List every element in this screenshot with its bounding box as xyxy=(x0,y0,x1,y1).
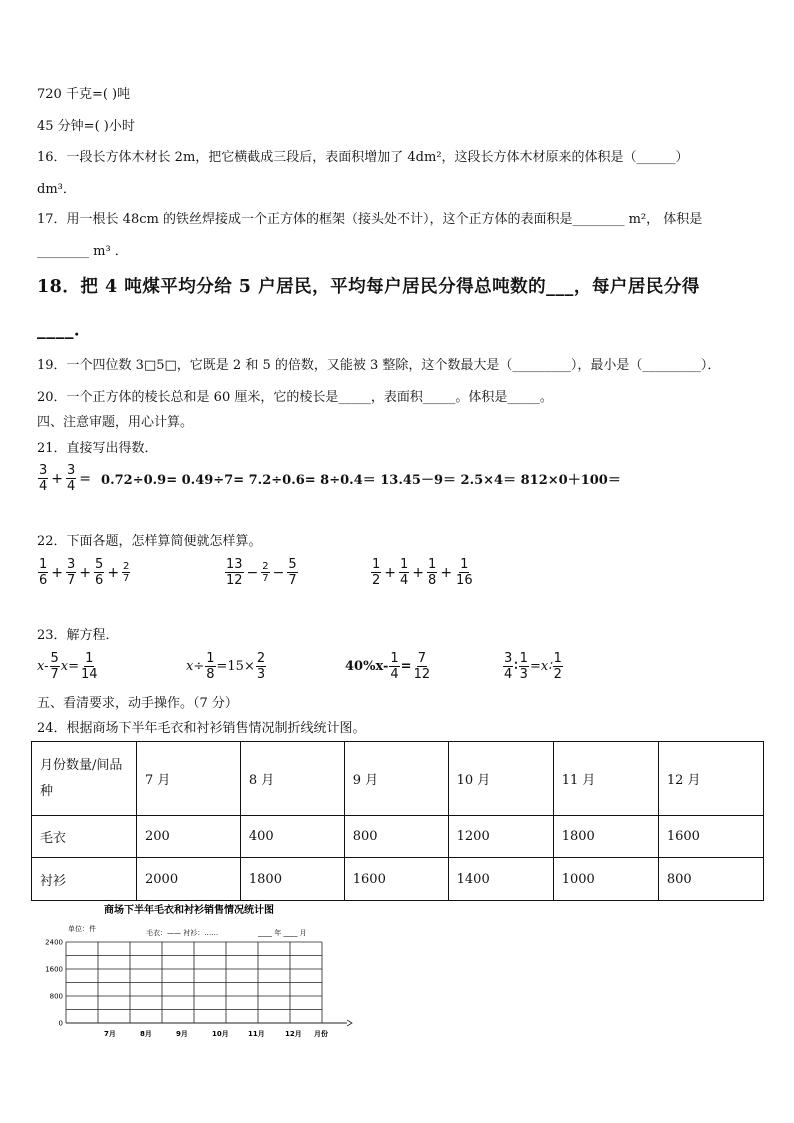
x-tick-label: 10月 xyxy=(212,1030,229,1038)
fraction: $\frac{3}{4}$ xyxy=(39,463,48,494)
q21-expressions xyxy=(37,463,621,494)
table-cell: 1200 xyxy=(448,816,553,858)
q23-eq-2: x÷ $\frac{1}{8}$ =15× $\frac{2}{3}$ xyxy=(186,651,266,682)
table-cell: 1600 xyxy=(658,816,763,858)
y-tick-label: 800 xyxy=(49,992,63,1001)
section-5-title: 五、看清要求，动手操作。（7 分） xyxy=(37,696,238,711)
table-header-corner: 月份数量/间品 种 xyxy=(32,742,137,816)
q16-line1: 16．一段长方体木材长 2m，把它横截成三段后，表面积增加了 4dm²，这段长方体木材原来的体积是（______） xyxy=(37,150,689,165)
q22: 22．下面各题，怎样算简便就怎样算。 xyxy=(37,534,262,549)
table-cell: 1800 xyxy=(240,858,344,901)
x-axis-unit: 月份 xyxy=(314,1030,328,1038)
table-header-cell: 7 月 xyxy=(137,742,241,816)
x-tick-label: 9月 xyxy=(176,1030,188,1038)
q21: 21．直接写出得数． xyxy=(37,441,158,456)
q17-line2: ________ m³ ． xyxy=(37,244,128,259)
table-row xyxy=(32,858,764,901)
table-header-cell: 10 月 xyxy=(448,742,553,816)
y-tick-label: 0 xyxy=(58,1019,63,1028)
line-720kg: 720 千克=( )吨 xyxy=(37,87,131,102)
x-tick-label: 8月 xyxy=(140,1030,152,1038)
sales-table xyxy=(31,741,764,901)
q22-expr-2: $\frac{13}{12}$ − $\frac{2}{7}$ − $\frac{5}{7}$ xyxy=(226,557,297,588)
q23-eq-4: $\frac{3}{4}$ ∶ $\frac{1}{3}$ =x∶ $\frac{1}{2}$ xyxy=(504,651,562,682)
line-45min: 45 分钟=( )小时 xyxy=(37,119,135,134)
q20: 20．一个正方体的棱长总和是 60 厘米，它的棱长是_____，表面积_____。体积是_____。 xyxy=(37,390,553,405)
table-cell: 400 xyxy=(240,816,344,858)
table-header-row xyxy=(32,742,764,816)
table-cell: 200 xyxy=(137,816,241,858)
y-tick-label: 1600 xyxy=(45,965,63,974)
q21-rest: 0.72÷0.9= 0.49÷7= 7.2÷0.6= 8÷0.4＝ 13.45－9＝ 2.5×4＝ 812×0＋100＝ xyxy=(101,473,621,488)
table-cell: 2000 xyxy=(137,858,241,901)
y-tick-labels xyxy=(45,939,63,1028)
table-cell: 衬衫 xyxy=(32,858,137,901)
equals-sign: = xyxy=(79,470,92,487)
table-cell: 1000 xyxy=(553,858,658,901)
chart-title: 商场下半年毛衣和衬衫销售情况统计图 xyxy=(104,905,274,916)
table-cell: 800 xyxy=(344,816,448,858)
table-cell: 800 xyxy=(658,858,763,901)
table-row xyxy=(32,816,764,858)
chart-grid xyxy=(66,942,352,1026)
q23-eq-3: 40%x- $\frac{1}{4}$ = $\frac{7}{12}$ xyxy=(345,651,431,682)
chart-legend: 毛衣：—— 衬衫：…… xyxy=(146,929,219,937)
x-tick-labels xyxy=(104,1030,302,1038)
chart-svg xyxy=(34,900,354,1042)
q23-eq-1: x- $\frac{5}{7}$ x= $\frac{1}{14}$ xyxy=(37,651,98,682)
x-axis-arrow xyxy=(347,1020,352,1026)
x-tick-label: 12月 xyxy=(285,1030,302,1038)
table-header-cell: 9 月 xyxy=(344,742,448,816)
chart-unit: 单位：件 xyxy=(68,925,96,933)
q17-line1: 17．用一根长 48cm 的铁丝焊接成一个正方体的框架（接头处不计），这个正方体的表面积是________ m²， 体积是 xyxy=(37,212,703,227)
table-cell: 1800 xyxy=(553,816,658,858)
q18-line2: ____． xyxy=(37,320,92,340)
x-tick-label: 7月 xyxy=(104,1030,116,1038)
table-cell: 毛衣 xyxy=(32,816,137,858)
q23: 23．解方程． xyxy=(37,628,119,643)
q24: 24．根据商场下半年毛衣和衬衫销售情况制折线统计图。 xyxy=(37,721,366,736)
q22-expr-1: $\frac{1}{6}$ + $\frac{3}{7}$ + $\frac{5}{6}$ + $\frac{2}{7}$ xyxy=(39,557,130,588)
table-header-cell: 11 月 xyxy=(553,742,658,816)
y-tick-label: 2400 xyxy=(45,938,63,947)
q19: 19．一个四位数 3□5□，它既是 2 和 5 的倍数，又能被 3 整除，这个数最大是（_________），最小是（_________）． xyxy=(37,358,721,373)
q18-line1: 18．把 4 吨煤平均分给 5 户居民，平均每户居民分得总吨数的___，每户居民分得 xyxy=(37,277,700,297)
section-4-title: 四、注意审题，用心计算。 xyxy=(37,415,194,430)
table-header-cell: 12 月 xyxy=(658,742,763,816)
chart-date: ____ 年 ____ 月 xyxy=(258,929,307,937)
blank-line-chart xyxy=(34,900,354,1042)
table-cell: 1600 xyxy=(344,858,448,901)
table-cell: 1400 xyxy=(448,858,553,901)
table-header-cell: 8 月 xyxy=(240,742,344,816)
plus-sign: + xyxy=(51,470,64,487)
fraction: $\frac{3}{4}$ xyxy=(67,463,76,494)
x-tick-label: 11月 xyxy=(248,1030,265,1038)
q16-line2: dm³． xyxy=(37,182,76,197)
q22-expr-3: $\frac{1}{2}$ + $\frac{1}{4}$ + $\frac{1}{8}$ + $\frac{1}{16}$ xyxy=(372,557,473,588)
